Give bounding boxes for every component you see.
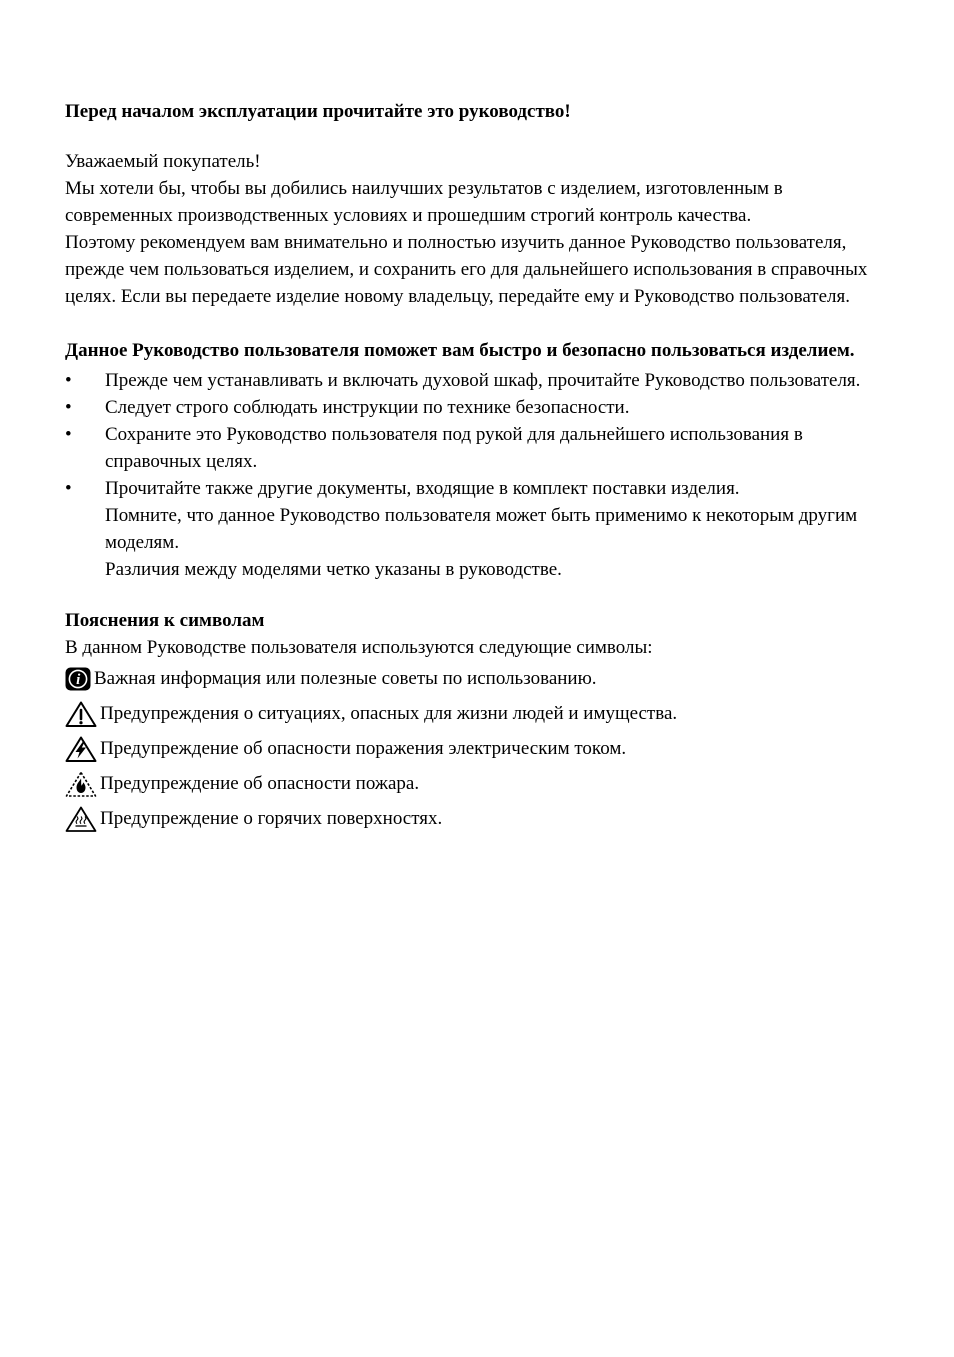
symbol-row	[65, 696, 890, 731]
symbol-text: Важная информация или полезные советы по использованию.	[94, 668, 597, 689]
symbols-intro: В данном Руководстве пользователя используются следующие символы:	[65, 637, 653, 658]
bullet-line: Помните, что данное Руководство пользователя может быть применимо к некоторым другим моделям.	[105, 505, 858, 553]
symbol-row	[65, 731, 890, 766]
bullet-item	[65, 394, 890, 421]
intro-paragraph-2: Поэтому рекомендуем вам внимательно и полностью изучить данное Руководство пользователя, прежде чем пользоваться изделием, и сохранить его для дальнейшего использования в справочных целях. Если вы передаете изделие новому владельцу, передайте ему и Руководство пользователя.	[65, 232, 868, 307]
bullet-text	[105, 475, 890, 583]
fire-warning-icon	[65, 770, 97, 798]
guide-heading: Данное Руководство пользователя поможет вам быстро и безопасно пользоваться изделием.	[65, 340, 855, 361]
bullet-marker: •	[65, 370, 72, 391]
intro-paragraph-1: Мы хотели бы, чтобы вы добились наилучших результатов с изделием, изготовленным в современных производственных условиях и прошедшим строгий контроль качества.	[65, 178, 783, 226]
bullet-item	[65, 367, 890, 394]
bullet-marker: •	[65, 424, 72, 445]
bullet-marker: •	[65, 478, 72, 499]
salutation-line: Уважаемый покупатель!	[65, 151, 261, 172]
bullet-line: Прочитайте также другие документы, входящие в комплект поставки изделия.	[105, 478, 740, 499]
info-icon	[65, 666, 91, 692]
symbol-text: Предупреждение об опасности поражения электрическим током.	[100, 738, 627, 759]
intro-heading: Перед началом эксплуатации прочитайте это руководство!	[65, 101, 571, 122]
symbols-heading: Пояснения к символам	[65, 610, 265, 631]
general-warning-icon	[65, 700, 97, 728]
symbol-row	[65, 661, 890, 696]
electric-shock-warning-icon	[65, 735, 97, 763]
bullet-item	[65, 475, 890, 583]
hot-surface-warning-icon	[65, 805, 97, 833]
svg-text:i: i	[76, 671, 81, 688]
bullet-text: Следует строго соблюдать инструкции по технике безопасности.	[105, 397, 630, 418]
bullet-text: Сохраните это Руководство пользователя под рукой для дальнейшего использования в справочных целях.	[105, 424, 803, 472]
symbol-text: Предупреждения о ситуациях, опасных для жизни людей и имущества.	[100, 703, 678, 724]
intro-body	[65, 148, 890, 310]
symbol-text: Предупреждение об опасности пожара.	[100, 773, 420, 794]
symbol-row	[65, 766, 890, 801]
bullet-marker: •	[65, 397, 72, 418]
symbol-row	[65, 801, 890, 836]
symbols-list	[65, 661, 890, 836]
bullet-item	[65, 421, 890, 475]
bullet-text: Прежде чем устанавливать и включать духовой шкаф, прочитайте Руководство пользователя.	[105, 370, 861, 391]
guide-bullet-list	[65, 367, 890, 583]
bullet-line: Различия между моделями четко указаны в руководстве.	[105, 559, 562, 580]
symbol-text: Предупреждение о горячих поверхностях.	[100, 808, 443, 829]
